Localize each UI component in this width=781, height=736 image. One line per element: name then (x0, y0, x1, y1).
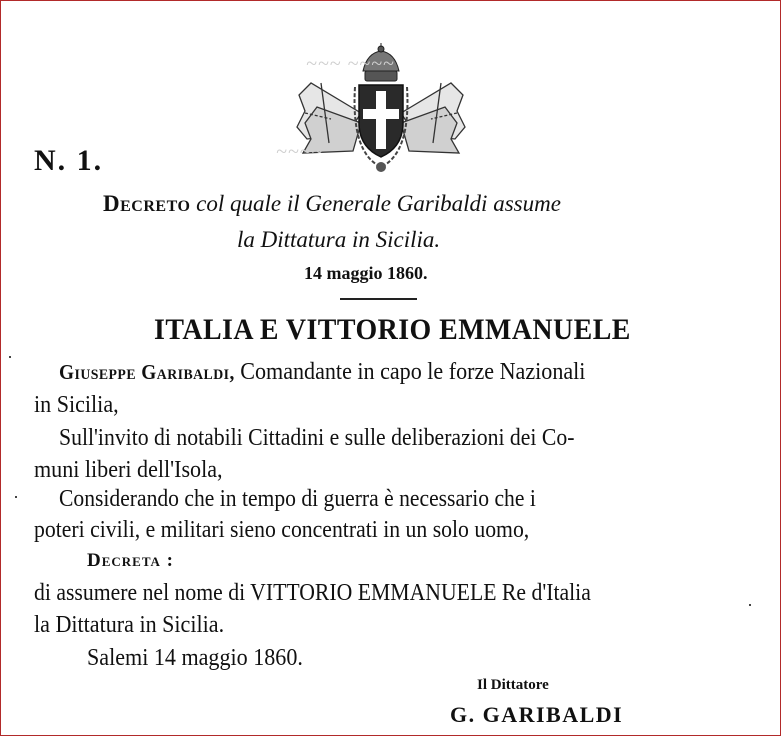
body-line: di assumere nel nome di VITTORIO EMMANUELE Re d'Italia (34, 580, 591, 606)
decree-title-lead: Decreto (103, 191, 191, 216)
decreta-label: Decreta : (87, 550, 175, 571)
body-line: la Dittatura in Sicilia. (34, 612, 225, 638)
author-name: Giuseppe Garibaldi, (59, 360, 235, 384)
speck (15, 496, 17, 498)
body-line: in Sicilia, (34, 392, 119, 418)
show-through-text: ~~~ ~~~~ (306, 53, 395, 75)
decree-title-rest: col quale il Generale Garibaldi assume (196, 191, 561, 216)
show-through-text: ~~~~ (276, 141, 324, 163)
speck (9, 356, 11, 358)
decree-heading: ITALIA E VITTORIO EMMANUELE (154, 313, 631, 346)
speck (749, 604, 751, 606)
decree-title-line2: la Dittatura in Sicilia. (237, 227, 441, 252)
signature-label: Il Dittatore (477, 677, 549, 693)
divider (340, 298, 417, 300)
body-text: Comandante in capo le forze Nazionali (240, 359, 586, 385)
body-line: Sull'invito di notabili Cittadini e sulle deliberazioni dei Co- (59, 425, 575, 451)
body-line: muni liberi dell'Isola, (34, 457, 223, 483)
body-line: Considerando che in tempo di guerra è necessario che i (59, 486, 536, 512)
signature-name: G. GARIBALDI (450, 702, 624, 727)
decree-number: N. 1. (34, 144, 104, 177)
body-line (59, 359, 585, 386)
decree-date: 14 maggio 1860. (304, 263, 428, 283)
place-date-line: Salemi 14 maggio 1860. (87, 645, 303, 671)
body-line: poteri civili, e militari sieno concentrati in un solo uomo, (34, 517, 530, 543)
decree-title (103, 191, 663, 217)
